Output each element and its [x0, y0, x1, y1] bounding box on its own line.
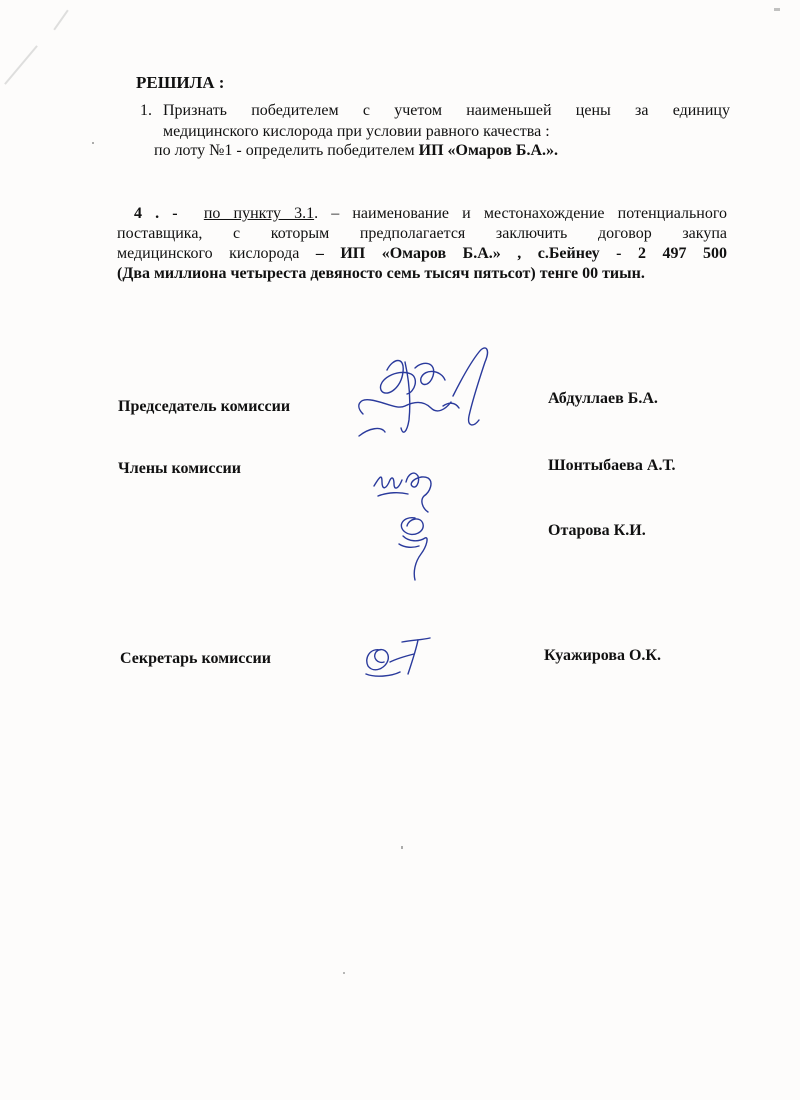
scan-dot-1	[92, 142, 94, 144]
point4-line3-bold: – ИП «Омаров Б.А.» , с.Бейнеу - 2 497 500	[315, 245, 727, 262]
member2-name: Отарова К.И.	[548, 522, 646, 539]
members-label: Члены комиссии	[118, 460, 241, 477]
lot-winner: ИП «Омаров Б.А.».	[418, 142, 559, 159]
lot-line	[154, 142, 558, 160]
point4-line1-rest: . – наименование и местонахождение потенциального	[314, 205, 728, 222]
secretary-name: Куажирова О.К.	[544, 647, 661, 664]
member2-signature	[385, 508, 445, 588]
scan-dot-2	[401, 846, 403, 849]
point4-line1	[117, 204, 727, 224]
scan-dot-3	[343, 972, 345, 974]
point4-paragraph	[117, 204, 727, 284]
decision-item-line1: Признать победителем с учетом наименьшей цены за единицу	[163, 102, 730, 119]
point4-line3	[117, 244, 727, 264]
member1-name: Шонтыбаева А.Т.	[548, 457, 676, 474]
chair-signature	[345, 340, 505, 450]
point4-line2: поставщика, с которым предполагается заключить договор закупа	[117, 225, 727, 242]
decision-item-1	[140, 100, 730, 142]
point4-ref: по пункту 3.1	[203, 205, 315, 222]
point4-line3-plain: медицинского кислорода	[117, 245, 316, 262]
lot-text: по лоту №1 - определить победителем	[154, 142, 419, 159]
scan-artifact-top-left-2	[53, 10, 68, 31]
scan-dot-4	[774, 8, 780, 11]
decision-item-number: 1.	[140, 102, 152, 119]
point4-number: 4 . -	[134, 205, 178, 222]
decision-item-line2	[163, 121, 730, 142]
decision-item-line2-text: медицинского кислорода при условии равного качества :	[163, 123, 550, 140]
decision-heading: РЕШИЛА :	[136, 73, 225, 92]
secretary-signature	[356, 628, 446, 688]
point4-line4: (Два миллиона четыреста девяносто семь тысяч пятьсот) тенге 00 тиын.	[117, 265, 645, 282]
chair-name: Абдуллаев Б.А.	[548, 390, 658, 407]
chair-label: Председатель комиссии	[118, 398, 291, 415]
scan-artifact-top-left	[4, 45, 38, 85]
secretary-label: Секретарь комиссии	[120, 650, 271, 667]
